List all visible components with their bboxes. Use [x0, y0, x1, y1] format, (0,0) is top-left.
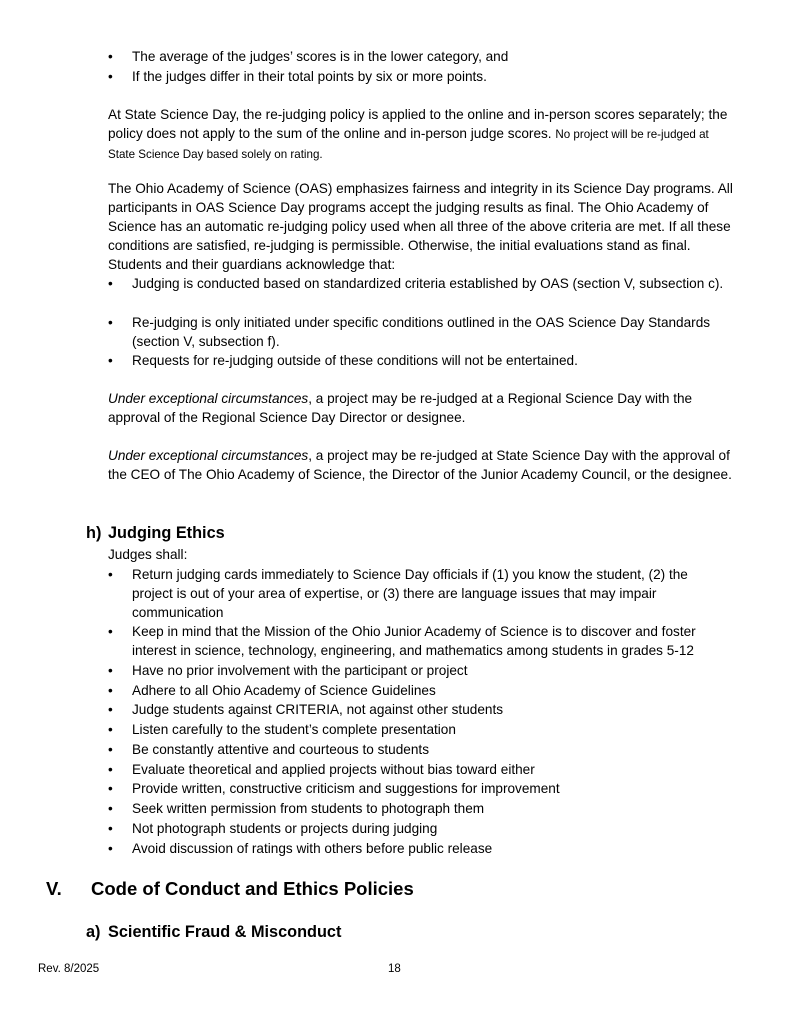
- subsection-title: Scientific Fraud & Misconduct: [108, 923, 342, 941]
- list-item: Listen carefully to the student’s complete presentation: [132, 722, 456, 737]
- list-item: Provide written, constructive criticism and suggestions for improvement: [132, 781, 560, 796]
- list-item: Be constantly attentive and courteous to students: [132, 742, 429, 757]
- bullet-marker: •: [108, 801, 113, 816]
- list-item: Judge students against CRITERIA, not against other students: [132, 702, 504, 717]
- bullet-marker: •: [108, 762, 113, 777]
- page-number: 18: [388, 963, 401, 975]
- bullet-marker: •: [108, 742, 113, 757]
- bullet-marker: •: [108, 821, 113, 836]
- bullet-marker: •: [108, 702, 113, 717]
- list-item: If the judges differ in their total points by six or more points.: [132, 69, 487, 84]
- exceptional-state-paragraph: [108, 446, 733, 484]
- state-policy-text: At State Science Day, the re-judging policy is applied to the online and in-person scores separately; the policy does not apply to the sum of the online and in-person judge scores.: [108, 107, 728, 141]
- list-item: Keep in mind that the Mission of the Ohio Junior Academy of Science is to discover and foster interest in science, technology, engineering, and mathematics among students in grades 5-12: [132, 624, 696, 658]
- exceptional-state-text: , a project may be re-judged at State Science Day with the approval of the CEO of The Ohio Academy of Science, the Director of the Junior Academy Council, or the designee.: [108, 448, 732, 482]
- exceptional-regional-paragraph: [108, 389, 733, 427]
- bullet-marker: •: [108, 781, 113, 796]
- exceptional-state-emphasis: Under exceptional circumstances: [108, 448, 309, 463]
- list-item: Not photograph students or projects during judging: [132, 821, 438, 836]
- bullet-marker: •: [108, 722, 113, 737]
- footer-revision: Rev. 8/2025: [38, 963, 100, 975]
- judging-ethics-intro: Judges shall:: [108, 547, 188, 562]
- list-item: Judging is conducted based on standardized criteria established by OAS (section V, subsection c).: [132, 276, 724, 291]
- bullet-marker: •: [108, 49, 113, 64]
- judging-ethics-letter: h): [86, 524, 102, 542]
- bullet-marker: •: [108, 69, 113, 84]
- bullet-marker: •: [108, 353, 113, 368]
- bullet-marker: •: [108, 315, 113, 330]
- bullet-marker: •: [108, 276, 113, 291]
- list-item: Seek written permission from students to photograph them: [132, 801, 485, 816]
- state-policy-note: No project will be re-judged at State Science Day based solely on rating.: [108, 128, 709, 161]
- exceptional-regional-text: , a project may be re-judged at a Regional Science Day with the approval of the Regional Science Day Director or designee.: [108, 391, 693, 425]
- list-item: The average of the judges’ scores is in the lower category, and: [132, 49, 509, 64]
- oas-paragraph: The Ohio Academy of Science (OAS) emphasizes fairness and integrity in its Science Day programs. All participants in OAS Science Day programs accept the judging results as final. The Ohio Academy of Science has an automatic re-judging policy used when all three of the above criteria are met. If all these conditions are satisfied, re-judging is permissible. Otherwise, the initial evaluations stand as final. Students and their guardians acknowledge that:: [108, 181, 733, 272]
- list-item: Re-judging is only initiated under specific conditions outlined in the OAS Science Day Standards (section V, subsection f).: [132, 315, 711, 349]
- bullet-marker: •: [108, 841, 113, 856]
- exceptional-regional-emphasis: Under exceptional circumstances: [108, 391, 309, 406]
- list-item: Adhere to all Ohio Academy of Science Guidelines: [132, 683, 436, 698]
- list-item: Requests for re-judging outside of these conditions will not be entertained.: [132, 353, 578, 368]
- list-item: Have no prior involvement with the participant or project: [132, 663, 468, 678]
- section-title: Code of Conduct and Ethics Policies: [91, 878, 414, 899]
- state-policy-paragraph: [108, 105, 733, 164]
- judging-ethics-heading: Judging Ethics: [108, 524, 225, 542]
- bullet-marker: •: [108, 663, 113, 678]
- list-item: Evaluate theoretical and applied projects without bias toward either: [132, 762, 535, 777]
- list-item: Avoid discussion of ratings with others before public release: [132, 841, 493, 856]
- bullet-marker: •: [108, 624, 113, 639]
- subsection-letter: a): [86, 923, 101, 941]
- bullet-marker: •: [108, 683, 113, 698]
- bullet-marker: •: [108, 567, 113, 582]
- list-item: Return judging cards immediately to Science Day officials if (1) you know the student, (2) the project is out of your area of expertise, or (3) there are language issues that may impair communication: [132, 567, 688, 620]
- section-numeral: V.: [46, 878, 62, 899]
